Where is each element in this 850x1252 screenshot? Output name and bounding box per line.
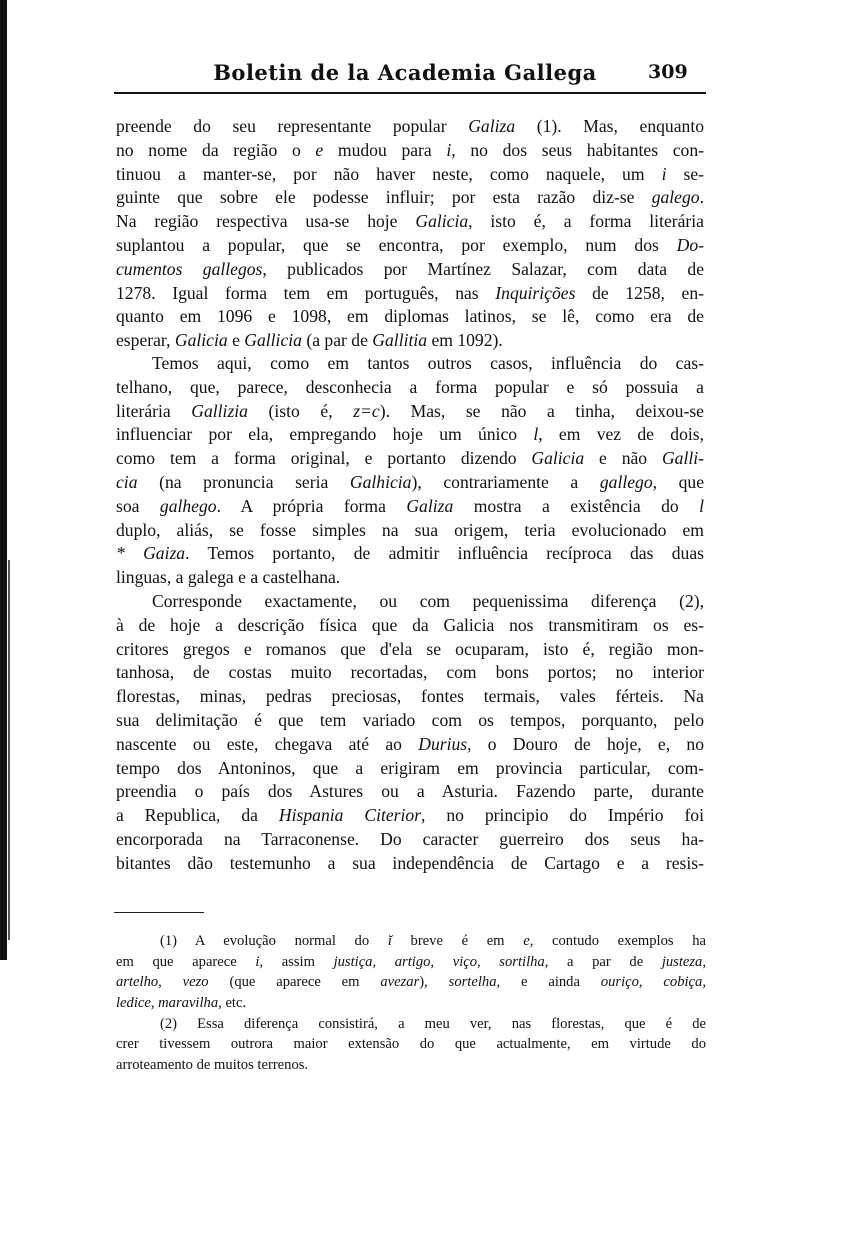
footnote-line <box>116 1034 706 1055</box>
text-run: mudou para <box>323 139 447 160</box>
italic-text: Galhicia <box>349 471 412 492</box>
text-run: guinte que sobre ele podesse influir; por esta razão diz-se <box>116 187 652 208</box>
italic-text: z=c <box>353 400 380 421</box>
text-run: e não <box>584 448 662 469</box>
text-run: sua delimitação é que tem variado com os tempos, porquanto, pelo <box>116 709 704 730</box>
text-line <box>116 115 704 139</box>
text-line <box>116 685 704 709</box>
italic-text: gallego <box>599 471 653 492</box>
italic-text: e <box>523 933 530 949</box>
text-line <box>116 733 704 757</box>
text-run: mostra a existência do <box>453 495 700 516</box>
text-run: influenciar por ela, empregando hoje um único <box>116 424 534 445</box>
italic-text: * Gaiza <box>116 543 186 564</box>
text-line <box>116 780 704 804</box>
text-run: em 1092). <box>427 330 503 351</box>
text-line <box>116 828 704 852</box>
paragraph-1 <box>116 115 704 353</box>
text-line <box>116 423 704 447</box>
italic-text: galhego <box>159 495 217 516</box>
italic-text: avezar <box>380 974 420 991</box>
italic-text: justeza, <box>661 953 706 970</box>
italic-text: Hispania Citerior <box>278 805 422 826</box>
text-run: , e ainda <box>496 974 601 991</box>
text-run: arroteamento de muitos terrenos. <box>116 1057 309 1074</box>
footnote-line <box>116 1055 706 1076</box>
text-run: e <box>227 330 245 351</box>
text-run: nascente ou este, chegava até ao <box>116 733 419 754</box>
text-run: Temos aqui, como em tantos outros casos, influência do cas- <box>152 353 704 373</box>
text-line <box>116 210 704 234</box>
text-run: linguas, a galega e a castelhana. <box>116 567 341 588</box>
text-run: a Republica, da <box>116 805 279 826</box>
text-line <box>116 258 704 282</box>
text-run: . A própria forma <box>216 495 407 516</box>
italic-text: Gallicia <box>244 330 302 351</box>
text-line <box>116 163 704 187</box>
footnote-line <box>116 993 706 1014</box>
text-run: (que aparece em <box>208 974 381 991</box>
text-line <box>116 495 704 519</box>
text-run: tinuou a manter-se, por não haver neste, como naquele, um <box>116 163 662 184</box>
page-binding-shadow <box>8 560 10 940</box>
text-run: , que <box>652 471 705 492</box>
text-run: como tem a forma original, e portanto dizendo <box>116 448 532 469</box>
italic-text: galego <box>651 187 700 208</box>
footnote-line <box>116 952 706 973</box>
text-run: preende do seu representante popular <box>116 116 469 136</box>
text-run: quanto em 1096 e 1098, em diplomas latinos, se lê, como era de <box>116 306 704 327</box>
running-header-title: Boletin de la Academia Gallega <box>213 60 597 85</box>
text-line <box>116 566 704 590</box>
text-run: duplo, aliás, se fosse simples na sua origem, teria evolucionado em <box>116 519 704 540</box>
text-run: . Temos portanto, de admitir influência recíproca das duas <box>185 543 704 564</box>
text-run: esperar, <box>116 330 175 351</box>
text-run: breve é em <box>391 933 524 949</box>
text-run: Corresponde exactamente, ou com pequenissima diferença (2), <box>152 591 704 611</box>
text-run: preendia o país dos Astures ou a Asturia. Fazendo parte, durante <box>116 781 704 802</box>
italic-text: Galiza <box>468 116 516 136</box>
text-line <box>116 590 704 614</box>
text-line <box>116 804 704 828</box>
text-run: (1) A evolução normal do <box>160 933 388 949</box>
text-line <box>116 709 704 733</box>
text-line <box>116 471 704 495</box>
text-run: . <box>699 187 704 208</box>
italic-text: Inquirições <box>495 282 576 303</box>
text-run: , contudo exemplos ha <box>529 933 707 949</box>
text-run: critores gregos e romanos que d'ela se ocuparam, isto é, região mon- <box>116 638 704 659</box>
italic-text: l <box>533 424 539 445</box>
text-run: , no principio do Império foi <box>421 805 704 826</box>
italic-text: Gallizia <box>191 400 248 421</box>
text-run: no nome da região o <box>116 139 316 160</box>
text-run: encorporada na Tarraconense. Do caracter guerreiro dos seus ha- <box>116 828 704 849</box>
italic-text: i <box>255 953 260 970</box>
text-run: Na região respectiva usa-se hoje <box>116 211 416 232</box>
text-line <box>116 757 704 781</box>
paragraph-2 <box>116 352 704 590</box>
italic-text: Gallitia <box>372 330 428 351</box>
text-line <box>116 305 704 329</box>
text-run: telhano, que, parece, desconhecia a forma popular e só possuia a <box>116 376 704 397</box>
italic-text: e <box>315 139 324 160</box>
text-run: tanhosa, de costas muito recortadas, com bons portos; no interior <box>116 662 704 683</box>
footnotes <box>116 931 706 1076</box>
italic-text: Do- <box>676 234 704 255</box>
text-run: (2) Essa diferença consistirá, a meu ver, nas florestas, que é de <box>160 1015 706 1032</box>
text-run: ), contrariamente a <box>411 471 600 492</box>
text-run: tempo dos Antoninos, que a erigiram em provincia particular, com- <box>116 757 704 778</box>
italic-text: cia <box>116 471 138 492</box>
text-line <box>116 519 704 543</box>
text-run: soa <box>116 495 160 516</box>
text-line <box>116 614 704 638</box>
italic-text: ledice, maravilha <box>116 995 219 1012</box>
italic-text: justiça, artigo, viço, sortilha <box>333 953 545 970</box>
text-run: , no dos seus habitantes con- <box>451 139 704 160</box>
page-number: 309 <box>648 61 688 83</box>
page-binding-edge <box>0 0 7 960</box>
italic-text: i <box>661 163 667 184</box>
text-line <box>116 542 704 566</box>
italic-text: ouriço, cobiça, <box>600 974 706 991</box>
italic-text: Galicia <box>531 448 585 469</box>
text-run: (a par de <box>301 330 373 351</box>
text-run: , a par de <box>544 953 662 970</box>
header-rule <box>114 92 706 94</box>
italic-text: cumentos gallegos <box>116 258 263 279</box>
text-line <box>116 638 704 662</box>
text-run: crer tivessem outrora maior extensão do que actualmente, em virtude do <box>116 1036 706 1053</box>
text-run: florestas, minas, pedras preciosas, fontes termais, vales férteis. Na <box>116 686 704 707</box>
text-line <box>116 661 704 685</box>
text-line <box>116 234 704 258</box>
text-line <box>116 852 704 876</box>
text-run: (1). Mas, enquanto <box>515 116 705 136</box>
text-run: em que aparece <box>116 953 256 970</box>
text-line <box>116 352 704 376</box>
italic-text: Galicia <box>174 330 228 351</box>
italic-text: Durius <box>418 733 468 754</box>
text-run: suplantou a popular, que se encontra, por exemplo, num dos <box>116 234 677 255</box>
text-run: bitantes dão testemunho a sua independência de Cartago e a resis- <box>116 852 704 873</box>
italic-text: Galicia <box>415 211 469 232</box>
footnote-line <box>116 1014 706 1035</box>
italic-text: Galli- <box>661 448 704 469</box>
text-line <box>116 282 704 306</box>
text-run: , assim <box>259 953 334 970</box>
text-run: , o Douro de hoje, e, no <box>467 733 704 754</box>
text-run: literária <box>116 400 192 421</box>
text-run: (na pronuncia seria <box>137 471 350 492</box>
text-run: à de hoje a descrição física que da Galicia nos transmitiram os es- <box>116 614 704 635</box>
text-run: , isto é, a forma literária <box>468 211 704 232</box>
footnote-rule <box>114 912 204 913</box>
italic-text: Galiza <box>406 495 454 516</box>
text-run: ). Mas, se não a tinha, deixou-se <box>379 400 704 421</box>
italic-text: sortelha <box>448 974 497 991</box>
italic-text: l <box>699 495 705 516</box>
text-run: de 1258, en- <box>575 282 704 303</box>
text-line <box>116 186 704 210</box>
text-run: 1278. Igual forma tem em português, nas <box>116 282 496 303</box>
text-line <box>116 139 704 163</box>
paragraph-3 <box>116 590 704 876</box>
text-run: , publicados por Martínez Salazar, com data de <box>262 258 704 279</box>
text-run: se- <box>666 163 704 184</box>
text-run: (isto é, <box>247 400 354 421</box>
italic-text: artelho, vezo <box>116 974 209 991</box>
footnote-line <box>116 931 706 952</box>
text-run: , em vez de dois, <box>538 424 704 445</box>
text-line <box>116 329 704 353</box>
footnote-line <box>116 972 706 993</box>
italic-text: i <box>446 139 452 160</box>
text-line <box>116 400 704 424</box>
text-line <box>116 376 704 400</box>
italic-text: ĭ <box>387 933 392 949</box>
text-run: ), <box>419 974 449 991</box>
text-line <box>116 447 704 471</box>
text-run: , etc. <box>218 995 247 1012</box>
